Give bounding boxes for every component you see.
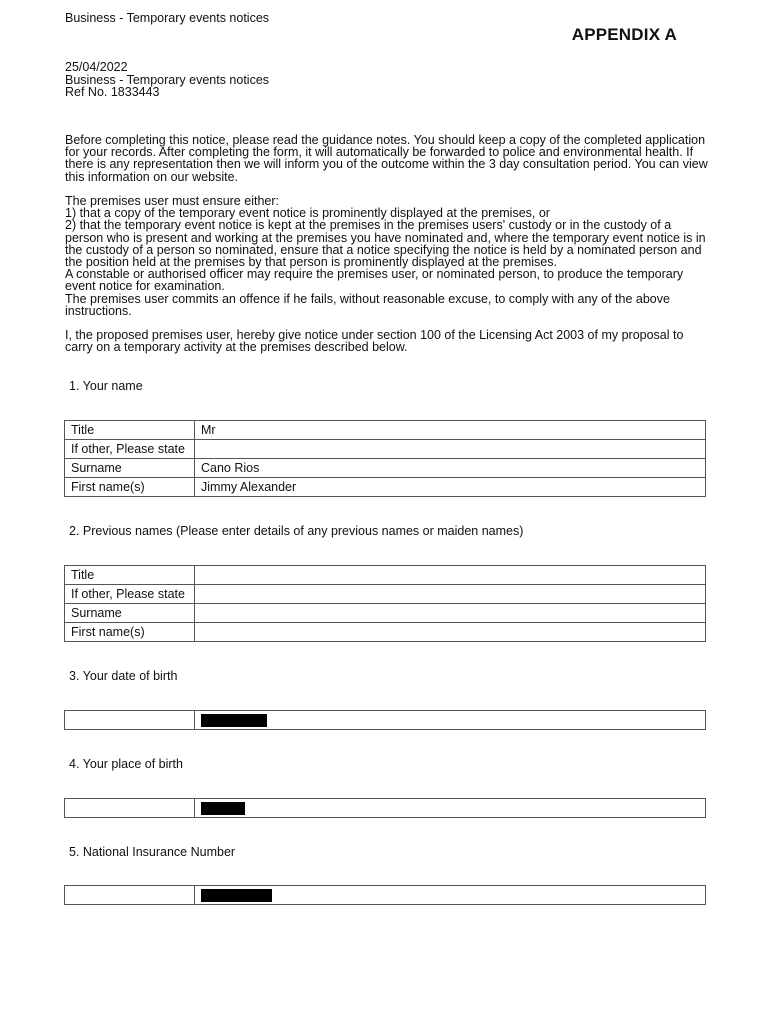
national-insurance-table <box>64 885 706 905</box>
section-title-your-name: 1. Your name <box>69 379 143 393</box>
document-meta <box>65 61 269 99</box>
field-label: If other, Please state <box>65 585 195 604</box>
place-of-birth-table <box>64 798 706 818</box>
premises-user-line: 2) that the temporary event notice is kept at the premises in the premises users' custody or in the custody of a person who is present and working at the premises you have nominated and, where the temporary event notice is in the custody of a person so nominated, ensure that a notice specifying the notice is held by a nominated person and the position held at the premises by that person is prominently displayed at the premises. <box>65 218 706 270</box>
table-row <box>65 886 706 905</box>
table-row <box>65 585 706 604</box>
section-title-place-of-birth: 4. Your place of birth <box>69 757 183 771</box>
previous-surname-field[interactable] <box>195 604 706 623</box>
field-label <box>65 711 195 730</box>
field-label: Title <box>65 421 195 440</box>
surname-field[interactable]: Cano Rios <box>195 459 706 478</box>
field-label: First name(s) <box>65 478 195 497</box>
running-header: Business - Temporary events notices <box>65 11 270 25</box>
your-name-table <box>64 420 706 497</box>
previous-other-title-field[interactable] <box>195 585 706 604</box>
table-row <box>65 421 706 440</box>
field-label: Surname <box>65 459 195 478</box>
redaction-block <box>201 714 267 727</box>
reference-number: Ref No. 1833443 <box>65 85 160 99</box>
field-label <box>65 886 195 905</box>
premises-user-line: 1) that a copy of the temporary event notice is prominently displayed at the premises, or <box>65 206 550 221</box>
table-row <box>65 566 706 585</box>
other-title-field[interactable] <box>195 440 706 459</box>
place-of-birth-field[interactable] <box>195 799 706 818</box>
appendix-label: APPENDIX A <box>571 25 677 44</box>
field-label: If other, Please state <box>65 440 195 459</box>
redaction-block <box>201 802 245 815</box>
national-insurance-field[interactable] <box>195 886 706 905</box>
title-field[interactable]: Mr <box>195 421 706 440</box>
table-row <box>65 604 706 623</box>
previous-title-field[interactable] <box>195 566 706 585</box>
previous-names-table <box>64 565 706 642</box>
redaction-block <box>201 889 272 902</box>
field-label: Surname <box>65 604 195 623</box>
intro-paragraph-declaration: I, the proposed premises user, hereby give notice under section 100 of the Licensing Act 2003 of my proposal to carry on a temporary activity at the premises described below. <box>65 328 684 355</box>
previous-first-names-field[interactable] <box>195 623 706 642</box>
table-row <box>65 459 706 478</box>
section-title-date-of-birth: 3. Your date of birth <box>69 669 178 683</box>
field-label <box>65 799 195 818</box>
table-row <box>65 711 706 730</box>
field-label: First name(s) <box>65 623 195 642</box>
document-title: Business - Temporary events notices <box>65 72 270 87</box>
intro-paragraph-premises-user <box>65 195 710 317</box>
table-row <box>65 799 706 818</box>
premises-user-line: The premises user commits an offence if he fails, without reasonable excuse, to comply with any of the above instructions. <box>65 291 670 318</box>
first-names-field[interactable]: Jimmy Alexander <box>195 478 706 497</box>
premises-user-line: The premises user must ensure either: <box>65 194 279 208</box>
intro-paragraph-guidance: Before completing this notice, please read the guidance notes. You should keep a copy of the completed application for your records. After completing the form, it will automatically be forwarded to police and environmental health. If there is any representation then we will inform you of the outcome within the 3 day consultation period. You can view this information on our website. <box>65 133 708 184</box>
document-date: 25/04/2022 <box>65 60 128 74</box>
section-title-previous-names: 2. Previous names (Please enter details of any previous names or maiden names) <box>69 524 524 538</box>
date-of-birth-table <box>64 710 706 730</box>
table-row <box>65 440 706 459</box>
table-row <box>65 623 706 642</box>
section-title-national-insurance: 5. National Insurance Number <box>69 845 236 859</box>
field-label: Title <box>65 566 195 585</box>
table-row <box>65 478 706 497</box>
date-of-birth-field[interactable] <box>195 711 706 730</box>
premises-user-line: A constable or authorised officer may require the premises user, or nominated person, to produce the temporary event notice for examination. <box>65 267 684 294</box>
